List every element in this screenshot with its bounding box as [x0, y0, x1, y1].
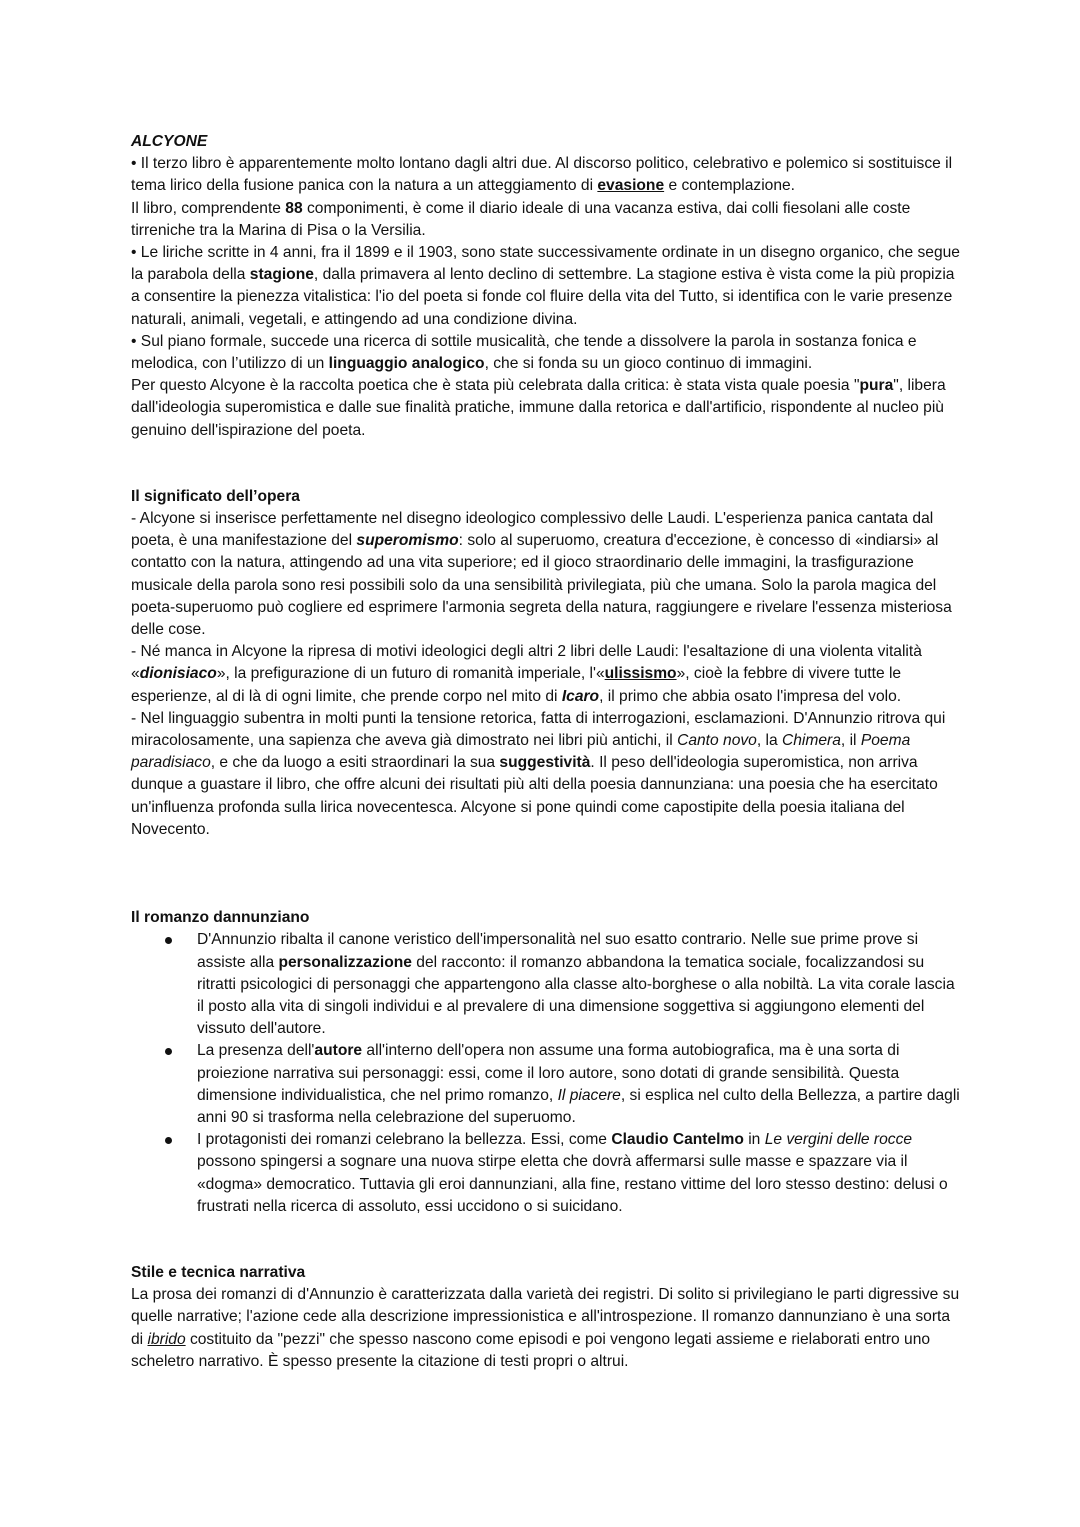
keyword-autore: autore [314, 1042, 363, 1060]
paragraph: La prosa dei romanzi di d'Annunzio è caratterizzata dalla varietà dei registri. Di solito si privilegiano le parti digressive su quelle narrative; l'azione cede alla descrizione impressionistica e all'introspezione. Il romanzo dannunziano è una sorta di ibrido costituito da "pezzi" che spesso nascono come episodi e poi vengono legati assieme e rielaborati entro uno scheletro narrativo. È spesso presente la citazione di testi propri o altrui. [131, 1286, 960, 1370]
keyword-icaro: Icaro [561, 687, 600, 705]
stile-section [131, 1262, 961, 1373]
title-le-vergini-delle-rocce: Le vergini delle rocce [764, 1131, 913, 1149]
list-item: La presenza dell'autore all'interno dell'opera non assume una forma autobiografica, ma è una sorta di proiezione narrativa sui personaggi: essi, come il loro autore, sono dotati di grande sensibilità. Questa dimensione individualistica, che nel primo romanzo, Il piacere, si esplica nel culto della Bellezza, a partire dagli anni 90 si trasforma nella celebrazione del superuomo. [131, 1040, 961, 1129]
keyword-pura: pura [859, 377, 894, 395]
alcyone-section [131, 131, 961, 442]
romanzo-section [131, 907, 961, 1218]
paragraph: • Le liriche scritte in 4 anni, fra il 1899 e il 1903, sono state successivamente ordinate in un disegno organico, che segue la parabola della stagione, dalla primavera al lento declino di settembre. La stagione estiva è vista come la più propizia a consentire la pienezza vitalistica: l'io del poeta si fonde col fluire della vita del Tutto, si identifica con le varie presenze naturali, animali, vegetali, e attingendo ad una condizione divina. [131, 244, 960, 328]
list-item: I protagonisti dei romanzi celebrano la bellezza. Essi, come Claudio Cantelmo in Le vergini delle rocce possono spingersi a sognare una nuova stirpe eletta che dovrà affermarsi sulle masse e spazzare via il «dogma» democratico. Tuttavia gli eroi dannunziani, alla fine, restano vittime del loro stesso destino: delusi o frustrati nella ricerca di assoluto, essi uccidono o si suicidano. [131, 1129, 961, 1218]
keyword-claudio-cantelmo: Claudio Cantelmo [611, 1131, 744, 1149]
bullet-icon [165, 937, 172, 944]
paragraph: • Il terzo libro è apparentemente molto lontano dagli altri due. Al discorso politico, celebrativo e polemico si sostituisce il tema lirico della fusione panica con la natura a un atteggiamento di evasione e contemplazione. [131, 155, 953, 195]
keyword-evasione: evasione [597, 177, 665, 195]
keyword-linguaggio-analogico: linguaggio analogico [328, 355, 485, 373]
title-il-piacere: Il piacere [557, 1086, 621, 1104]
document-page [131, 131, 961, 1373]
section-title: Stile e tecnica narrativa [131, 1263, 306, 1281]
paragraph: Per questo Alcyone è la raccolta poetica che è stata più celebrata dalla critica: è stata vista quale poesia "pura", libera dall'ideologia superomistica e dalle sue finalità pratiche, immune dalla retorica e dall'artificio, rispondente al nucleo più genuino dell'ispirazione del poeta. [131, 377, 946, 439]
bullet-list [131, 929, 961, 1218]
keyword-dionisiaco: dionisiaco [139, 665, 217, 683]
bullet-icon [165, 1137, 172, 1144]
section-title: Il significato dell’opera [131, 487, 300, 505]
bullet-icon [165, 1048, 172, 1055]
significato-section [131, 486, 961, 841]
spacer [131, 442, 961, 486]
spacer [131, 841, 961, 907]
keyword-stagione: stagione [249, 266, 314, 284]
title-poema-paradisiaco: Poema paradisiaco [131, 732, 911, 772]
spacer [131, 1218, 961, 1262]
keyword-superomismo: superomismo [356, 532, 459, 550]
keyword-personalizzazione: personalizzazione [278, 953, 412, 971]
paragraph: - Nel linguaggio subentra in molti punti la tensione retorica, fatta di interrogazioni, esclamazioni. D'Annunzio ritrova qui miracolosamente, una sapienza che aveva già dimostrato nei libri più antichi, il Canto novo, la Chimera, il Poema paradisiaco, e che da luogo a esiti straordinari la sua suggestività. Il peso dell'ideologia superomistica, non arriva dunque a guastare il libro, che offre alcuni dei risultati più alti della poesia dannunziana: una poesia che ha esercitato un'influenza profonda sulla lirica novecentesca. Alcyone si pone quindi come capostipite della poesia italiana del Novecento. [131, 709, 946, 838]
title-chimera: Chimera [781, 732, 841, 750]
keyword-88: 88 [285, 199, 303, 217]
paragraph: - Alcyone si inserisce perfettamente nel disegno ideologico complessivo delle Laudi. L'esperienza panica cantata dal poeta, è una manifestazione del superomismo: solo al superuomo, creatura d'eccezione, è concesso di «indiarsi» al contatto con la natura, attingendo ad una vita superiore; ed il gioco straordinario delle immagini, la trasfigurazione musicale della parola sono resi possibili solo da una sensibilità privilegiata, più che umana. Solo la parola magica del poeta-superuomo può cogliere ed esprimere l'armonia segreta della natura, raggiungere e rivelare l'essenza misteriosa delle cose. [131, 510, 952, 639]
paragraph: Il libro, comprendente 88 componimenti, è come il diario ideale di una vacanza estiva, dai colli fiesolani alle coste tirreniche tra la Marina di Pisa o la Versilia. [131, 199, 911, 239]
section-title: ALCYONE [131, 133, 208, 150]
keyword-ibrido: ibrido [147, 1330, 186, 1348]
keyword-ulissismo: ulissismo [604, 665, 677, 683]
section-title: Il romanzo dannunziano [131, 909, 310, 927]
list-item: D'Annunzio ribalta il canone veristico dell'impersonalità nel suo esatto contrario. Nelle sue prime prove si assiste alla personalizzazione del racconto: il romanzo abbandona la tematica sociale, focalizzandosi su ritratti psicologici di personaggi che appartengono alla classe alto-borghese o alla nobiltà. La vita corale lascia il posto alla vita di singoli individui e al prevalere di una dimensione soggettiva si aggiungono elementi del vissuto dell'autore. [131, 929, 961, 1040]
title-canto-novo: Canto novo [677, 732, 757, 750]
keyword-suggestivita: suggestività [499, 754, 591, 772]
paragraph: • Sul piano formale, succede una ricerca di sottile musicalità, che tende a dissolvere la parola in sostanza fonica e melodica, con l’utilizzo di un linguaggio analogico, che si fonda su un gioco continuo di immagini. [131, 332, 917, 373]
paragraph: - Né manca in Alcyone la ripresa di motivi ideologici degli altri 2 libri delle Laudi: l'esaltazione di una violenta vitalità «dionisiaco», la prefigurazione di un futuro di romanità imperiale, l'«ulissismo», cioè la febbre di vivere tutte le esperienze, al di là di ogni limite, che prende corpo nel mito di Icaro, il primo che abbia osato l'impresa del volo. [131, 643, 922, 705]
